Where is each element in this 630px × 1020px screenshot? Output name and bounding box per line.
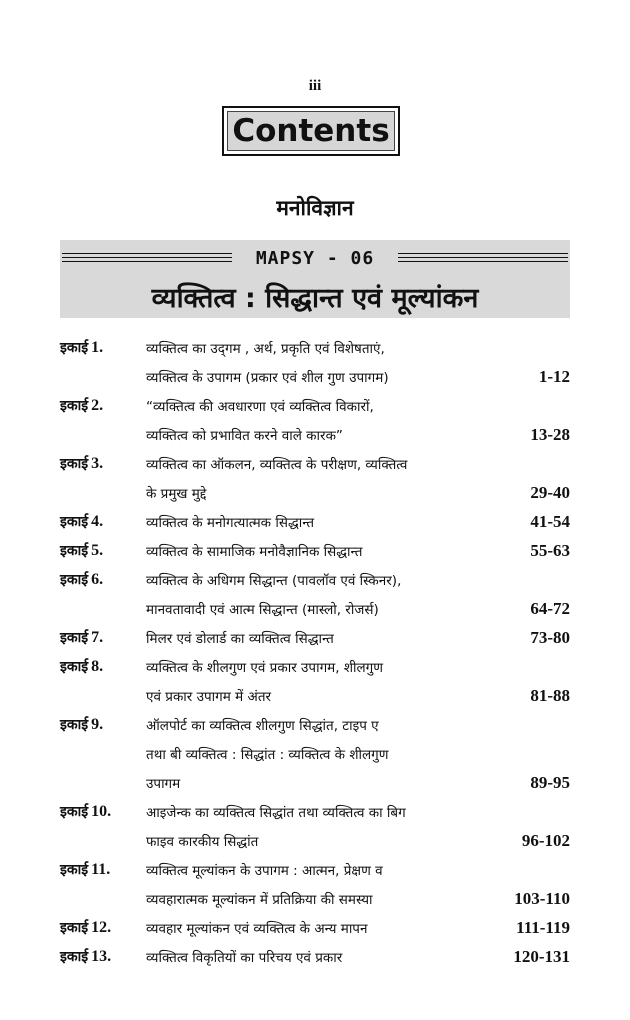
unit-title-line: उपागम	[146, 776, 181, 792]
unit-number: 13.	[91, 948, 112, 965]
unit-label	[60, 338, 103, 357]
toc-row	[0, 570, 630, 599]
unit-word: इकाई	[60, 862, 89, 878]
unit-word: इकाई	[60, 717, 89, 733]
toc-row	[0, 947, 630, 976]
unit-number: 10.	[91, 803, 112, 820]
toc-row	[0, 338, 630, 367]
unit-label	[60, 715, 103, 734]
unit-number: 5.	[91, 542, 104, 559]
unit-title-line: व्यक्तित्व का ऑकलन, व्यक्तित्व के परीक्षण, व्यक्तित्व	[146, 457, 408, 473]
unit-title-line: व्यक्तित्व का उद्‌गम , अर्थ, प्रकृति एवं विशेषताएं,	[146, 341, 385, 357]
unit-word: इकाई	[60, 456, 89, 472]
page-range: 103-110	[514, 889, 570, 908]
unit-word: इकाई	[60, 398, 89, 414]
unit-number: 12.	[91, 919, 112, 936]
page-range: 55-63	[530, 541, 570, 560]
course-code: MAPSY - 06	[255, 248, 375, 269]
unit-label	[60, 454, 103, 473]
unit-word: इकाई	[60, 514, 89, 530]
unit-label	[60, 947, 111, 966]
unit-title-line: व्यक्तित्व के शीलगुण एवं प्रकार उपागम, शीलगुण	[146, 660, 384, 676]
unit-title-line: मिलर एवं डोलार्ड का व्यक्तित्व सिद्धान्त	[146, 631, 334, 647]
toc-row	[0, 425, 630, 454]
unit-title-line: एवं प्रकार उपागम में अंतर	[146, 689, 272, 705]
unit-title-line: ऑलपोर्ट का व्यक्तित्व शीलगुण सिद्धांत, टाइप ए	[146, 718, 379, 734]
course-banner	[60, 240, 570, 318]
unit-title-line: व्यक्तित्व को प्रभावित करने वाले कारक”	[146, 428, 343, 444]
unit-title-line: व्यवहारात्मक मूल्यांकन में प्रतिक्रिया की समस्या	[146, 892, 373, 908]
page-range: 111-119	[516, 918, 570, 937]
toc-row	[0, 396, 630, 425]
unit-number: 2.	[91, 397, 104, 414]
unit-label	[60, 541, 103, 560]
toc-row	[0, 599, 630, 628]
toc-row	[0, 773, 630, 802]
unit-word: इकाई	[60, 340, 89, 356]
unit-label	[60, 570, 103, 589]
unit-word: इकाई	[60, 659, 89, 675]
toc-row	[0, 628, 630, 657]
page-range: 120-131	[513, 947, 570, 966]
contents-heading: Contents	[227, 111, 395, 151]
unit-word: इकाई	[60, 920, 89, 936]
toc-row	[0, 715, 630, 744]
page-range: 81-88	[530, 686, 570, 705]
unit-word: इकाई	[60, 949, 89, 965]
contents-heading-box	[222, 106, 400, 156]
toc-row	[0, 483, 630, 512]
toc-row	[0, 831, 630, 860]
toc-row	[0, 686, 630, 715]
unit-number: 6.	[91, 571, 104, 588]
unit-word: इकाई	[60, 804, 89, 820]
unit-title-line: मानवतावादी एवं आत्म सिद्धान्त (मास्लो, रोजर्स)	[146, 602, 379, 618]
page-range: 64-72	[530, 599, 570, 618]
unit-label	[60, 657, 103, 676]
toc-row	[0, 889, 630, 918]
toc-row	[0, 367, 630, 396]
toc-row	[0, 918, 630, 947]
toc-row	[0, 744, 630, 773]
unit-title-line: तथा बी व्यक्तित्व : सिद्धांत : व्यक्तित्व के शीलगुण	[146, 747, 389, 763]
page-range: 89-95	[530, 773, 570, 792]
toc-row	[0, 657, 630, 686]
toc-row	[0, 802, 630, 831]
unit-title-line: व्यक्तित्व के मनोगत्यात्मक सिद्धान्त	[146, 515, 315, 531]
unit-word: इकाई	[60, 630, 89, 646]
unit-word: इकाई	[60, 572, 89, 588]
unit-title-line: फाइव कारकीय सिद्धांत	[146, 834, 259, 850]
unit-title-line: व्यक्तित्व के सामाजिक मनोवैज्ञानिक सिद्धान्त	[146, 544, 363, 560]
page-range: 73-80	[530, 628, 570, 647]
unit-title-line: व्यक्तित्व मूल्यांकन के उपागम : आत्मन, प्रेक्षण व	[146, 863, 383, 879]
page-range: 13-28	[530, 425, 570, 444]
toc-row	[0, 512, 630, 541]
table-of-contents	[0, 338, 630, 976]
unit-number: 1.	[91, 339, 104, 356]
unit-title-line: “व्यक्तित्व की अवधारणा एवं व्यक्तित्व विकारों,	[146, 399, 374, 415]
unit-title-line: व्यक्तित्व विकृतियों का परिचय एवं प्रकार	[146, 950, 343, 966]
unit-number: 8.	[91, 658, 104, 675]
unit-word: इकाई	[60, 543, 89, 559]
unit-title-line: व्यवहार मूल्यांकन एवं व्यक्तित्व के अन्य मापन	[146, 921, 368, 937]
unit-number: 11.	[91, 861, 111, 878]
toc-row	[0, 454, 630, 483]
unit-number: 9.	[91, 716, 104, 733]
page-range: 41-54	[530, 512, 570, 531]
toc-row	[0, 541, 630, 570]
page-range: 96-102	[521, 831, 570, 850]
page-range: 1-12	[538, 367, 570, 386]
unit-label	[60, 396, 103, 415]
unit-label	[60, 628, 103, 647]
unit-title-line: आइजेन्क का व्यक्तित्व सिद्धांत तथा व्यक्तित्व का बिग	[146, 805, 406, 821]
toc-row	[0, 860, 630, 889]
page-range: 29-40	[530, 483, 570, 502]
unit-label	[60, 918, 111, 937]
page-number: iii	[308, 78, 322, 94]
unit-number: 3.	[91, 455, 104, 472]
unit-label	[60, 802, 111, 821]
unit-number: 4.	[91, 513, 104, 530]
unit-title-line: व्यक्तित्व के अधिगम सिद्धान्त (पावलॉव एवं स्किनर),	[146, 573, 402, 589]
unit-label	[60, 860, 110, 879]
unit-title-line: के प्रमुख मुद्दे	[146, 486, 207, 502]
subject-title: मनोविज्ञान	[276, 196, 354, 220]
unit-label	[60, 512, 103, 531]
unit-number: 7.	[91, 629, 104, 646]
unit-title-line: व्यक्तित्व के उपागम (प्रकार एवं शील गुण उपागम)	[146, 370, 389, 386]
course-title: व्यक्तित्व : सिद्धान्त एवं मूल्यांकन	[151, 283, 479, 314]
